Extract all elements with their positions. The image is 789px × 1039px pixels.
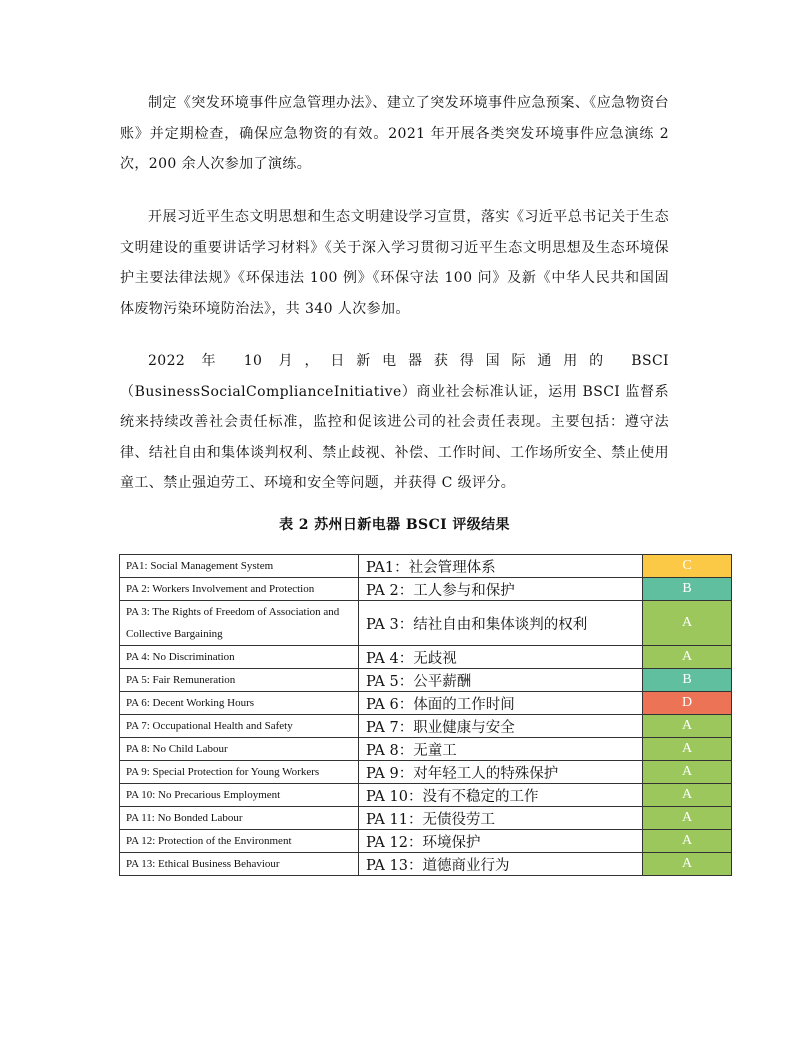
table-row	[120, 807, 732, 830]
table-row	[120, 784, 732, 807]
performance-area-chinese: PA1：社会管理体系	[359, 555, 643, 578]
rating-grade-cell: D	[643, 692, 732, 715]
table-row	[120, 830, 732, 853]
performance-area-chinese: PA 12：环境保护	[359, 830, 643, 853]
table-row	[120, 601, 732, 646]
performance-area-english: PA 2: Workers Involvement and Protection	[120, 578, 359, 601]
performance-area-english: PA 8: No Child Labour	[120, 738, 359, 761]
performance-area-english: PA 11: No Bonded Labour	[120, 807, 359, 830]
table-row	[120, 669, 732, 692]
table-row	[120, 578, 732, 601]
rating-grade-cell: A	[643, 761, 732, 784]
performance-area-english: PA 12: Protection of the Environment	[120, 830, 359, 853]
table-caption: 表 2 苏州日新电器 BSCI 评级结果	[279, 517, 510, 533]
performance-area-english: PA 3: The Rights of Freedom of Association and Collective Bargaining	[120, 601, 359, 646]
performance-area-chinese: PA 6：体面的工作时间	[359, 692, 643, 715]
rating-grade-cell: A	[643, 830, 732, 853]
rating-grade-cell: A	[643, 853, 732, 876]
performance-area-chinese: PA 13：道德商业行为	[359, 853, 643, 876]
table-row	[120, 738, 732, 761]
performance-area-chinese: PA 2：工人参与和保护	[359, 578, 643, 601]
rating-grade-cell: A	[643, 601, 732, 646]
rating-grade-cell: A	[643, 807, 732, 830]
rating-grade-cell: B	[643, 669, 732, 692]
rating-grade-cell: A	[643, 784, 732, 807]
performance-area-english: PA 6: Decent Working Hours	[120, 692, 359, 715]
paragraph-bsci-certification: 2022 年 10 月，日新电器获得国际通用的 BSCI（BusinessSocialComplianceInitiative）商业社会标准认证，运用 BSCI 监督系统来持续改善社会责任标准，监控和促该进公司的社会责任表现。主要包括：遵守法律、结社自由和集体谈判权利、禁止歧视、补偿、工作时间、工作场所安全、禁止使用童工、禁止强迫劳工、环境和安全等问题，并获得 C 级评分。	[120, 353, 669, 491]
performance-area-chinese: PA 5：公平薪酬	[359, 669, 643, 692]
rating-grade-cell: A	[643, 715, 732, 738]
table-row	[120, 715, 732, 738]
performance-area-chinese: PA 7：职业健康与安全	[359, 715, 643, 738]
performance-area-chinese: PA 11：无债役劳工	[359, 807, 643, 830]
rating-grade-cell: A	[643, 738, 732, 761]
performance-area-english: PA 10: No Precarious Employment	[120, 784, 359, 807]
performance-area-english: PA 9: Special Protection for Young Workers	[120, 761, 359, 784]
performance-area-chinese: PA 10：没有不稳定的工作	[359, 784, 643, 807]
rating-grade-cell: C	[643, 555, 732, 578]
performance-area-english: PA 4: No Discrimination	[120, 646, 359, 669]
table-row	[120, 555, 732, 578]
performance-area-english: PA 13: Ethical Business Behaviour	[120, 853, 359, 876]
table-row	[120, 853, 732, 876]
performance-area-chinese: PA 4：无歧视	[359, 646, 643, 669]
performance-area-english: PA 7: Occupational Health and Safety	[120, 715, 359, 738]
performance-area-english: PA 5: Fair Remuneration	[120, 669, 359, 692]
bsci-rating-table	[119, 554, 732, 876]
performance-area-english: PA1: Social Management System	[120, 555, 359, 578]
rating-grade-cell: A	[643, 646, 732, 669]
table-row	[120, 692, 732, 715]
rating-grade-cell: B	[643, 578, 732, 601]
performance-area-chinese: PA 8：无童工	[359, 738, 643, 761]
performance-area-chinese: PA 9：对年轻工人的特殊保护	[359, 761, 643, 784]
table-row	[120, 646, 732, 669]
paragraph-emergency-management: 制定《突发环境事件应急管理办法》、建立了突发环境事件应急预案、《应急物资台账》并定期检查，确保应急物资的有效。2021 年开展各类突发环境事件应急演练 2 次，200 余人次参加了演练。	[120, 95, 669, 172]
table-row	[120, 761, 732, 784]
paragraph-eco-civilization-study: 开展习近平生态文明思想和生态文明建设学习宣贯，落实《习近平总书记关于生态文明建设的重要讲话学习材料》《关于深入学习贯彻习近平生态文明思想及生态环境保护主要法律法规》《环保违法 100 例》《环保守法 100 问》及新《中华人民共和国固体废物污染环境防治法》，共 340 人次参加。	[120, 209, 669, 317]
performance-area-chinese: PA 3：结社自由和集体谈判的权利	[359, 601, 643, 646]
